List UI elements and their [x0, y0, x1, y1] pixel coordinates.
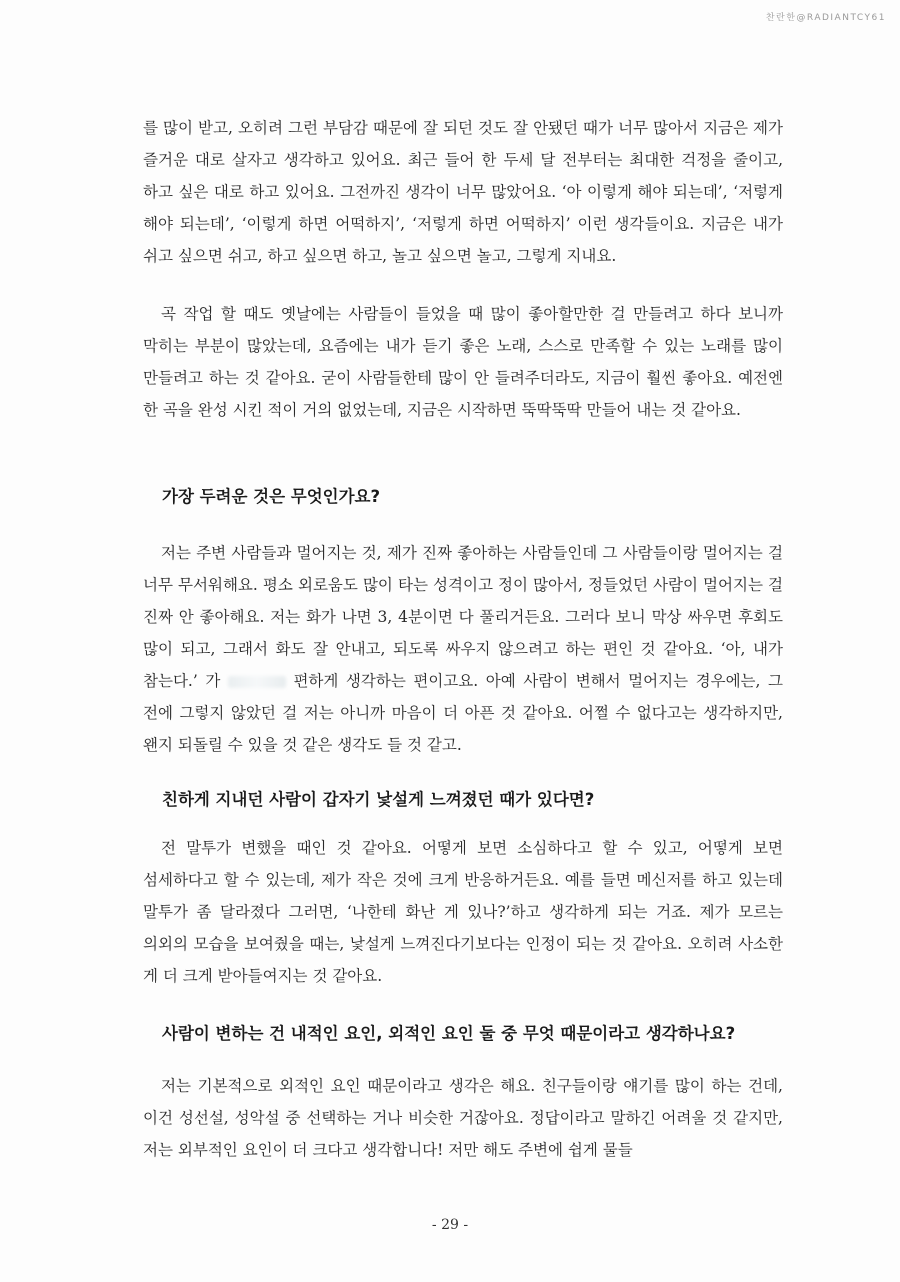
- redacted-blur: [228, 676, 286, 688]
- paragraph-text: 저는 주변 사람들과 멀어지는 것, 제가 진짜 좋아하는 사람들인데 그 사람들이랑 멀어지는 걸 너무 무서워해요. 평소 외로움도 많이 타는 성격이고 정이 많아서, 정들었던 사람이 멀어지는 걸 진짜 안 좋아해요. 저는 화가 나면 3, 4분이면 다 풀리거든요. 그러다 보니 막상 싸우면 후회도 많이 되고, 그래서 화도 잘 안내고, 되도록 싸우지 않으려고 하는 편인 것 같아요. ‘아, 내가 참는다.’ 가: [143, 544, 783, 690]
- section-heading: 친하게 지내던 사람이 갑자기 낯설게 느껴졌던 때가 있다면?: [162, 790, 595, 809]
- body-paragraph: 저는 기본적으로 외적인 요인 때문이라고 생각은 해요. 친구들이랑 얘기를 많이 하는 건데, 이건 성선설, 성악설 중 선택하는 거나 비슷한 거잖아요. 정답이라고 말하긴 어려울 것 같지만, 저는 외부적인 요인이 더 크다고 생각합니다! 저만 해도 주변에 쉽게 물들: [143, 1077, 783, 1159]
- watermark-text: 찬란한@RADIANTCY61: [765, 13, 886, 23]
- paragraph-text: 편하게 생각하는 편이고요. 아예 사람이 변해서 멀어지는 경우에는, 그 전에 그렇지 않았던 걸 저는 아니까 마음이 더 아픈 것 같아요. 어쩔 수 없다고는 생각하지만, 왠지 되돌릴 수 있을 것 같은 생각도 들 것 같고.: [143, 672, 783, 754]
- section-heading: 사람이 변하는 건 내적인 요인, 외적인 요인 둘 중 무엇 때문이라고 생각하나요?: [162, 1024, 736, 1043]
- body-paragraph: 곡 작업 할 때도 옛날에는 사람들이 들었을 때 많이 좋아할만한 걸 만들려고 하다 보니까 막히는 부분이 많았는데, 요즘에는 내가 듣기 좋은 노래, 스스로 만족할 수 있는 노래를 많이 만들려고 하는 것 같아요. 굳이 사람들한테 많이 안 들려주더라도, 지금이 훨씬 좋아요. 예전엔 한 곡을 완성 시킨 적이 거의 없었는데, 지금은 시작하면 뚝딱뚝딱 만들어 내는 것 같아요.: [143, 305, 783, 419]
- page-number: - 29 -: [431, 1217, 469, 1233]
- body-paragraph: 전 말투가 변했을 때인 것 같아요. 어떻게 보면 소심하다고 할 수 있고, 어떻게 보면 섬세하다고 할 수 있는데, 제가 작은 것에 크게 반응하거든요. 예를 들면 메신저를 하고 있는데 말투가 좀 달라졌다 그러면, ‘나한테 화난 게 있나?’하고 생각하게 되는 거죠. 제가 모르는 의외의 모습을 보여줬을 때는, 낯설게 느껴진다기보다는 인정이 되는 것 같아요. 오히려 사소한 게 더 크게 받아들여지는 것 같아요.: [143, 839, 783, 985]
- body-paragraph: [143, 537, 783, 761]
- body-paragraph: 를 많이 받고, 오히려 그런 부담감 때문에 잘 되던 것도 잘 안됐던 때가 너무 많아서 지금은 제가 즐거운 대로 살자고 생각하고 있어요. 최근 들어 한 두세 달 전부터는 최대한 걱정을 줄이고, 하고 싶은 대로 하고 있어요. 그전까진 생각이 너무 많았어요. ‘아 이렇게 해야 되는데’, ‘저렇게 해야 되는데’, ‘이렇게 하면 어떡하지’, ‘저렇게 하면 어떡하지’ 이런 생각들이요. 지금은 내가 쉬고 싶으면 쉬고, 하고 싶으면 하고, 놀고 싶으면 놀고, 그렇게 지내요.: [143, 119, 783, 265]
- section-heading: 가장 두려운 것은 무엇인가요?: [162, 487, 381, 506]
